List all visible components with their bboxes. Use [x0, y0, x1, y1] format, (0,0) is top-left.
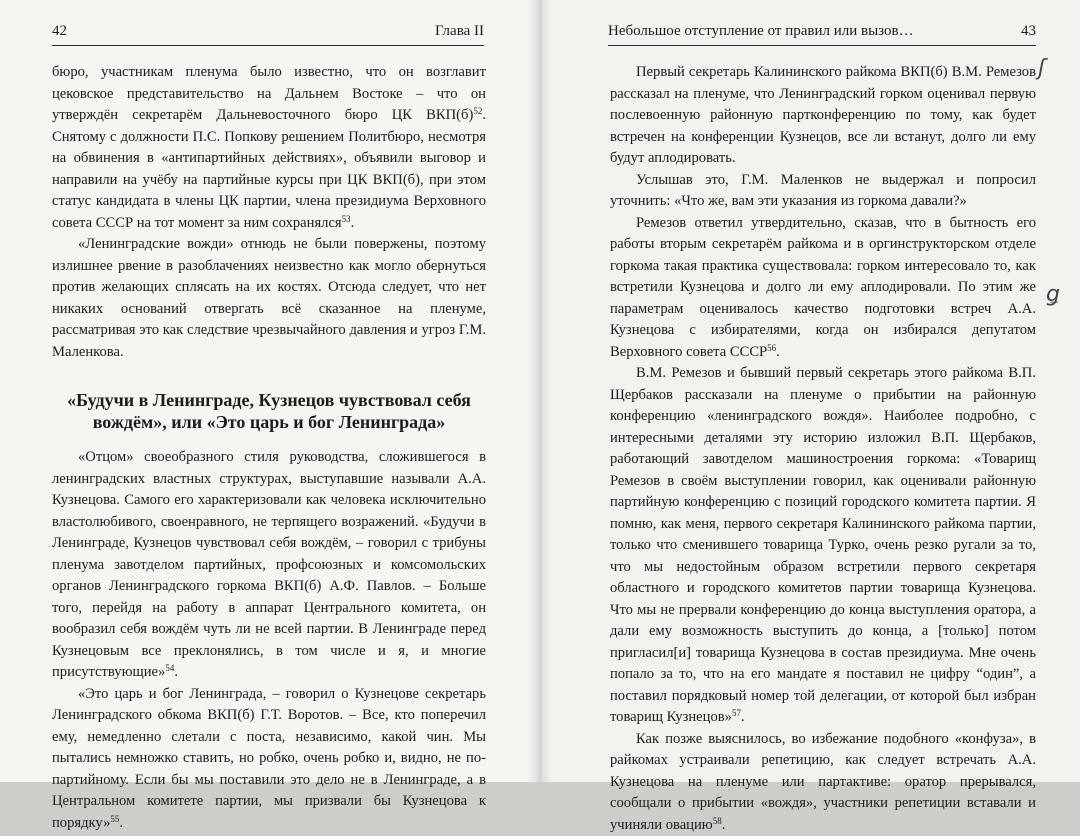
- left-paragraph-3: «Отцом» своеобразного стиля руководства, сложившегося в ленинградских властных структурах, выступавшие называли А.А. Кузнецова. Самого его характеризовали как человека исключительно властолюбивого, своенравного, не терпящего возражений. «Будучи в Ленинграде, Кузнецов чувствовал себя вождём, – говорил с трибуны пленума завотделом партийных, профсоюзных и комсомольских органов Ленинградского горкома ВКП(б) А.Ф. Павлов. – Больше того, перейдя на работу в аппарат Центрального комитета, он вообразил себя вождём чуть ли не всей партии. В Ленинграде перед Кузнецовым все преклонялись, в том числе и я, и многие присутствующие»$^{54}$.: [52, 447, 486, 684]
- footnote-ref: 58: [713, 816, 722, 826]
- left-body-text: [52, 62, 486, 834]
- footnote-ref: 55: [110, 814, 119, 824]
- right-paragraph-2: Услышав это, Г.М. Маленков не выдержал и попросил уточнить: «Что же, вам эти указания из горкома давали?»: [610, 170, 1036, 213]
- right-paragraph-4: В.М. Ремезов и бывший первый секретарь этого райкома В.П. Щербаков рассказали на пленуме о прибытии на районную конференцию «ленинградского вождя». Наиболее подробно, с интересными деталями эту историю изложил В.П. Щербаков, работающий завотделом машиностроения горкома: «Товарищ Ремезов в своём выступлении говорил, как оценивали районную партийную конференцию с позиций городского комитета партии. Я помню, как меня, первого секретаря Калининского райкома партии, только что сменившего товарища Турко, очень резко ругали за то, что мы недостойным образом встретили первого секретаря областного и городского комитетов партии товарища Кузнецова. Что мы не прервали конференцию до конца выступления оратора, а дали ему возможность выступить до конца, а [только] потом пригласил[и] товарища Кузнецова в состав президиума. Мне очень попало за то, что на его мандате я поставил не цифру “один”, а поставил порядковый номер той делегации, от которой был избран товарищ Кузнецов»$^{57}$.: [610, 363, 1036, 729]
- left-paragraph-1: бюро, участникам пленума было известно, что он возглавит цековское представительство на Дальнем Востоке – что он утверждён секретарём Дальневосточного бюро ЦК $ВКП(б)^{52}$. Снятому с должности П.С. Попкову решением Политбюро, несмотря на обвинения в «антипартийных действиях», объявили выговор и направили на учёбу на партийные курсы при ЦК ВКП(б), при этом статус кандидата в члены ЦК партии, члена президиума Верховного совета СССР на тот момент за ним сохранялся$^{53}$.: [52, 62, 486, 234]
- left-chapter-title: Глава II: [435, 22, 484, 40]
- right-running-head: [608, 22, 1036, 46]
- right-paragraph-5: Как позже выяснилось, во избежание подобного «конфуза», в райкомах устраивали репетицию, как следует встречать А.А. Кузнецова на пленуме или партактиве: оратор прерывался, сообщали о прибытии «вождя», участники репетиции вставали и учиняли овацию$^{58}$.: [610, 729, 1036, 836]
- right-paragraph-1: Первый секретарь Калининского райкома ВКП(б) В.М. Ремезов рассказал на пленуме, что Ленинградский горком оценивал первую послевоенную районную партконференцию по тому, как будет встречен на конференции Кузнецов, все ли встанут, долго ли ему будут аплодировать.: [610, 62, 1036, 170]
- footnote-ref: 54: [165, 663, 174, 673]
- footnote-ref: 57: [732, 708, 741, 718]
- left-running-head: [52, 22, 484, 46]
- right-chapter-title: Небольшое отступление от правил или вызов…: [608, 22, 914, 40]
- book-gutter-shadow: [528, 0, 552, 782]
- footnote-ref: 52: [473, 106, 482, 116]
- pencil-mark-icon: ʃ: [1038, 56, 1045, 81]
- left-page: [0, 0, 540, 782]
- right-page-number: 43: [1021, 22, 1036, 40]
- left-paragraph-2: «Ленинградские вожди» отнюдь не были повержены, поэтому излишнее рвение в разоблачениях неизвестно как могло обернуться против желающих сплясать на их костях. Отсюда следует, что нет никаких оснований отвергать всё сказанное на пленуме, рассматривая это как следствие чрезвычайного давления и угроз Г.М. Маленкова.: [52, 234, 486, 363]
- footnote-ref: 53: [342, 214, 351, 224]
- footnote-ref: 56: [767, 343, 776, 353]
- right-page: [540, 0, 1080, 782]
- right-body-text: [610, 62, 1036, 836]
- left-paragraph-4: «Это царь и бог Ленинграда, – говорил о Кузнецове секретарь Ленинградского обкома ВКП(б) Г.Т. Воротов. – Все, кто поперечил ему, немедленно слетали с поста, независимо, какой чин. Мы пытались немножко ставить, но робко, очень робко и, видно, не по-партийному. Если бы мы поставили это дело не в Ленинграде, а в Центральном комитете партии, мы призвали бы Кузнецова к порядку»$^{55}$.: [52, 684, 486, 835]
- right-paragraph-3: Ремезов ответил утвердительно, сказав, что в бытность его работы вторым секретарём райкома и в оргинструкторском отделе горкома такая практика существовала: горком интересовало то, как встретили Кузнецова и долго ли ему аплодировали. По этим же параметрам оценивалось качество подготовки встреч А.А. Кузнецова с избирателями, когда он избирался депутатом Верховного совета СССР$^{56}$.: [610, 213, 1036, 364]
- section-heading: «Будучи в Ленинграде, Кузнецов чувствовал себя вождём», или «Это царь и бог Ленинграда»: [52, 389, 486, 433]
- pencil-mark-icon: ǥ: [1046, 282, 1060, 307]
- left-page-number: 42: [52, 22, 67, 40]
